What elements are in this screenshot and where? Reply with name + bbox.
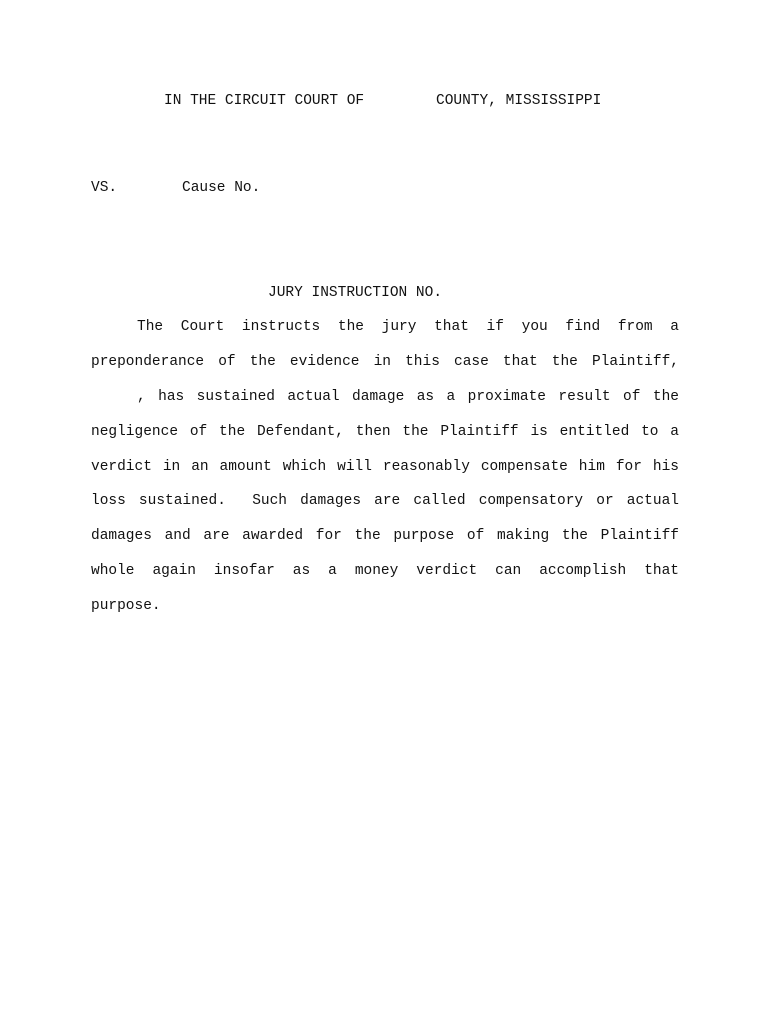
caption-cause-number: Cause No. [182, 180, 261, 196]
instruction-title: JURY INSTRUCTION NO. [268, 285, 443, 301]
court-heading-left: IN THE CIRCUIT COURT OF [164, 93, 365, 109]
instruction-line: The Court instructs the jury that if you find from a [137, 319, 679, 335]
instruction-line: , has sustained actual damage as a proximate result of the [137, 389, 679, 405]
instruction-line: preponderance of the evidence in this case that the Plaintiff, [91, 354, 679, 370]
court-heading-right: COUNTY, MISSISSIPPI [436, 93, 602, 109]
instruction-line: purpose. [91, 598, 161, 614]
instruction-line: verdict in an amount which will reasonably compensate him for his [91, 459, 679, 475]
instruction-line: damages and are awarded for the purpose of making the Plaintiff [91, 528, 679, 544]
instruction-line: negligence of the Defendant, then the Plaintiff is entitled to a [91, 424, 679, 440]
instruction-line: whole again insofar as a money verdict can accomplish that [91, 563, 679, 579]
caption-vs: VS. [91, 180, 118, 196]
instruction-line: loss sustained. Such damages are called compensatory or actual [91, 493, 679, 509]
